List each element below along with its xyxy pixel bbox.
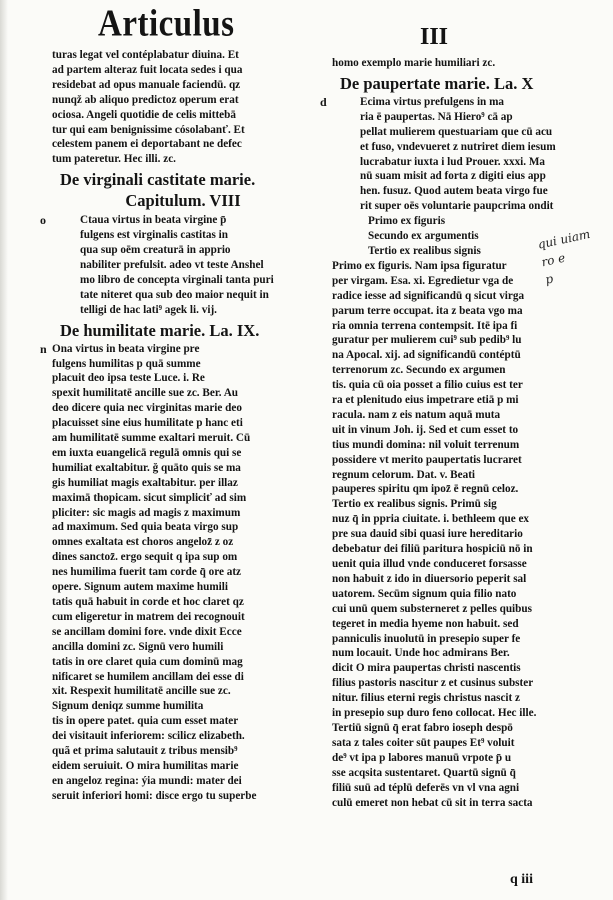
margin-note-line: p	[543, 271, 555, 287]
poverty-body-text	[332, 259, 588, 811]
text-line: pellat mulierem questuariam que cū acu	[360, 125, 553, 138]
margin-note-line: ro e	[540, 250, 567, 270]
text-line: nes humilima fuerit tam corde q̄ ore atz	[52, 566, 242, 579]
text-line: tur qui eam benignissime cósolabanť. Et	[52, 123, 245, 136]
text-line: tate niteret qua sub deo maior nequit in	[80, 288, 269, 301]
running-title: Articulus	[98, 3, 235, 45]
text-line: debebatur dei filiū paritura hospiciū nō in	[332, 543, 533, 556]
text-line: tatis in ore claret quia cum dominū mag	[52, 655, 243, 668]
text-line: spexit humilitatē ancille sue zc. Ber. Au	[52, 387, 239, 400]
text-line: cui unū quem substerneret z pelles quibus	[332, 602, 532, 615]
text-line: et fuso, vndevueret z nutriret diem iesum	[360, 140, 556, 153]
text-line: na Apocal. xij. ad significandū contéptū	[332, 349, 521, 362]
text-line: eidem seruiuit. O mira humilitas marie	[52, 759, 239, 772]
text-line: Tertio ex realibus signis	[368, 244, 481, 257]
drop-cap-placeholder: o	[40, 213, 46, 228]
text-line: nū suam misit ad forta z digiti eius app	[360, 170, 546, 183]
section-virginity-body	[40, 213, 314, 317]
text-line: fulgens est virginalis castitas in	[80, 229, 228, 242]
text-line: in presepio sup duro feno collocat. Hec ille.	[332, 707, 537, 720]
text-line: parum terre occupat. ita z beata vgo ma	[332, 304, 523, 317]
text-line: tegeret in media hyeme non habuit. sed	[332, 617, 519, 630]
text-line: uatorem. Secūm signum quia filio nato	[332, 587, 517, 600]
text-line: de⁹ vt ipa p labores manuū vrpote p̄ u	[332, 751, 512, 764]
text-line: Ona virtus in beata virgine pre	[52, 342, 200, 355]
text-line: ra et plenitudo eius impetrare etiā p mi	[332, 394, 519, 407]
text-line: possidere vt merito paupertatis lucraret	[332, 453, 522, 466]
text-line: dei visitauit inferiorem: scilicz elizabeth.	[52, 730, 245, 743]
text-line: residebat ad opus manuale faciendū. qz	[52, 78, 241, 91]
text-line: ancilla domini zc. Signū vero humili	[52, 640, 224, 653]
text-line: seruit inferiori homi: disce ergo tu superbe	[52, 789, 257, 802]
text-line: per virgam. Esa. xi. Egredietur vga de	[332, 274, 514, 287]
text-line: hen. fusuz. Quod autem beata virgo fue	[360, 185, 548, 198]
text-line: nitur. filius eterni regis christus nascit z	[332, 692, 521, 705]
text-line: racula. nam z eis natum aquā muta	[332, 408, 501, 421]
text-line: ad maximum. Sed quia beata virgo sup	[52, 521, 239, 534]
section-poverty-body	[320, 94, 588, 214]
text-line: placuisset sine eius humilitate p hanc eti	[52, 417, 243, 430]
text-line: Signum deniqz summe humilita	[52, 700, 204, 713]
text-line: deo dicere quia nec virginitas marie deo	[52, 402, 242, 415]
text-line: ociosa. Angeli quotidie de celis mittebā	[52, 108, 236, 121]
text-line: turas legat vel contéplabatur diuina. Et	[52, 49, 239, 61]
text-line: xit. Respexit humilitatē ancille sue zc.	[52, 685, 231, 698]
text-line: guratur per mulierem cui⁹ sub pedib⁹ lu	[332, 334, 522, 347]
text-line: se ancillam domini fore. vnde dixit Ecce	[52, 625, 242, 638]
text-line: omnes exaltata est choros angeloz̄ z oz	[52, 536, 234, 549]
text-line: Primo ex figuris	[368, 215, 446, 228]
right-column	[320, 56, 588, 810]
text-line: panniculis inuolutū in presepio super fe	[332, 632, 521, 645]
article-number: III	[420, 24, 449, 50]
text-line: tis. quia cū oia posset a filio cuius est ter	[332, 379, 523, 392]
drop-cap-placeholder: n	[40, 341, 47, 356]
text-line: Ctaua virtus in beata virgine p̄	[80, 214, 227, 227]
text-line: mo libro de concepta virginali tanta puri	[80, 273, 274, 286]
text-line: qua sup oēm creaturā in apprio	[80, 244, 231, 257]
text-line: culū emeret non hebat cū sit in terra sacta	[332, 796, 533, 809]
text-line: filius pastoris nascitur z et cusinus subster	[332, 677, 534, 690]
text-line: pliciter: sic magis ad magis z maximum	[52, 506, 241, 519]
text-line: rit super oēs voluntarie paupcrima ondit	[360, 200, 554, 213]
text-line: telligi de hac lati⁹ agek li. vij.	[80, 303, 217, 316]
text-line: pauperes spiritu qm ipoz̄ ē regnū celoz.	[332, 483, 519, 496]
text-line: num locauit. Unde hoc admirans Ber.	[332, 647, 510, 660]
text-line: fulgens humilitas p quā summe	[52, 357, 201, 370]
text-line: humiliat exaltabitur. ğ quāto quis se ma	[52, 461, 241, 474]
text-line: terrenorum zc. Secundo ex argumen	[332, 364, 506, 377]
text-line: non habuit z ido in diuersorio peperit sal	[332, 572, 527, 585]
page-spine-shadow	[0, 0, 8, 900]
text-line: Tertio ex realibus signis. Primū sig	[332, 498, 497, 511]
section-humility-body	[40, 341, 314, 804]
text-line: tis in opere patet. quia cum esset mater	[52, 715, 239, 728]
text-line: lucrabatur iuxta i lud Prouer. xxxi. Ma	[360, 155, 546, 168]
text-line: sata z tales coiter sūt paupes Et⁹ voluit	[332, 736, 515, 749]
right-intro-line: homo exemplo marie humiliari zc.	[332, 57, 496, 69]
text-line: regnum celorum. Dat. v. Beati	[332, 468, 476, 481]
text-line: filiū suū ad téplū deferēs vn vl vna agni	[332, 781, 520, 794]
signature-mark: q iii	[510, 872, 533, 887]
text-line: ria ē paupertas. Nā Hiero⁹ cā ap	[360, 110, 513, 123]
text-line: ad partem alteraz fuit locata sedes i qua	[52, 63, 243, 76]
text-line: dines sanctoz̄. ergo sequit q ipa sup om	[52, 551, 238, 564]
text-line: maximā thopicam. sicut simpliciť ad sim	[52, 491, 247, 504]
text-line: gis humiliat magis exaltabitur. per illaz	[52, 476, 238, 489]
text-line: nificaret se humilem ancillam dei esse di	[52, 670, 244, 683]
text-line: am humilitatē summe exaltari meruit. Cū	[52, 432, 251, 445]
text-line: opere. Signum autem maxime humili	[52, 581, 228, 594]
text-line: uenit quia illud vnde conduceret forsasse	[332, 558, 527, 570]
text-line: dicit O mira paupertas christi nascentis	[332, 662, 521, 675]
text-line: nuz q̄ in ppria ciuitate. i. bethleem que ex	[332, 513, 530, 526]
drop-cap-placeholder: d	[320, 94, 327, 109]
text-line: celestem panem ei deportabant ne defec	[52, 138, 242, 151]
section-heading-poverty: De paupertate marie. La. X	[340, 73, 534, 93]
text-line: pre sua dauid sibi quasi iure hereditario	[332, 528, 523, 541]
text-line: tatis quā habuit in corde et hoc claret qz	[52, 596, 244, 608]
section-chapter-label: Capitulum. VIII	[125, 191, 241, 211]
text-line: em iuxta euangelicā regulā omnis qui se	[52, 446, 242, 459]
text-line: uit in vinum Joh. ij. Sed et cum esset to	[332, 423, 519, 436]
left-intro-text	[52, 48, 314, 167]
margin-note-line: qui uiam	[536, 226, 592, 252]
text-line: nabiliter prefulsit. adeo vt teste Anshel	[80, 258, 264, 271]
section-heading-humility: De humilitate marie. La. IX.	[60, 320, 260, 340]
text-line: ria omnia terrena contempsit. Itē ipa fi	[332, 319, 518, 332]
left-column	[40, 48, 314, 804]
text-line: placuit deo ipsa teste Luce. i. Re	[52, 372, 205, 385]
text-line: Secundo ex argumentis	[368, 230, 479, 243]
text-line: nunqž ab aliquo predictoz operum erat	[52, 93, 239, 106]
text-line: en angeloz regina: ýia mundi: mater dei	[52, 774, 242, 787]
text-line: cum eligeretur in matrem dei recognouit	[52, 610, 245, 623]
text-line: Ecima virtus prefulgens in ma	[360, 95, 504, 108]
text-line: tum pateretur. Hec illi. zc.	[52, 153, 176, 166]
text-line: tius mundi domina: nil voluit terrenum	[332, 438, 520, 451]
text-line: quã et prima salutauit z tribus mensib⁹	[52, 745, 238, 758]
text-line: Primo ex figuris. Nam ipsa figuratur	[332, 259, 507, 272]
text-line: radice iesse ad significandū q sicut virga	[332, 289, 525, 302]
text-line: Tertiū signū q̄ erat fabro ioseph despō	[332, 721, 513, 734]
section-heading-virginity: De virginali castitate marie.	[60, 170, 256, 190]
text-line: sse acqsita sustentaret. Quartū signū q̄	[332, 766, 516, 779]
